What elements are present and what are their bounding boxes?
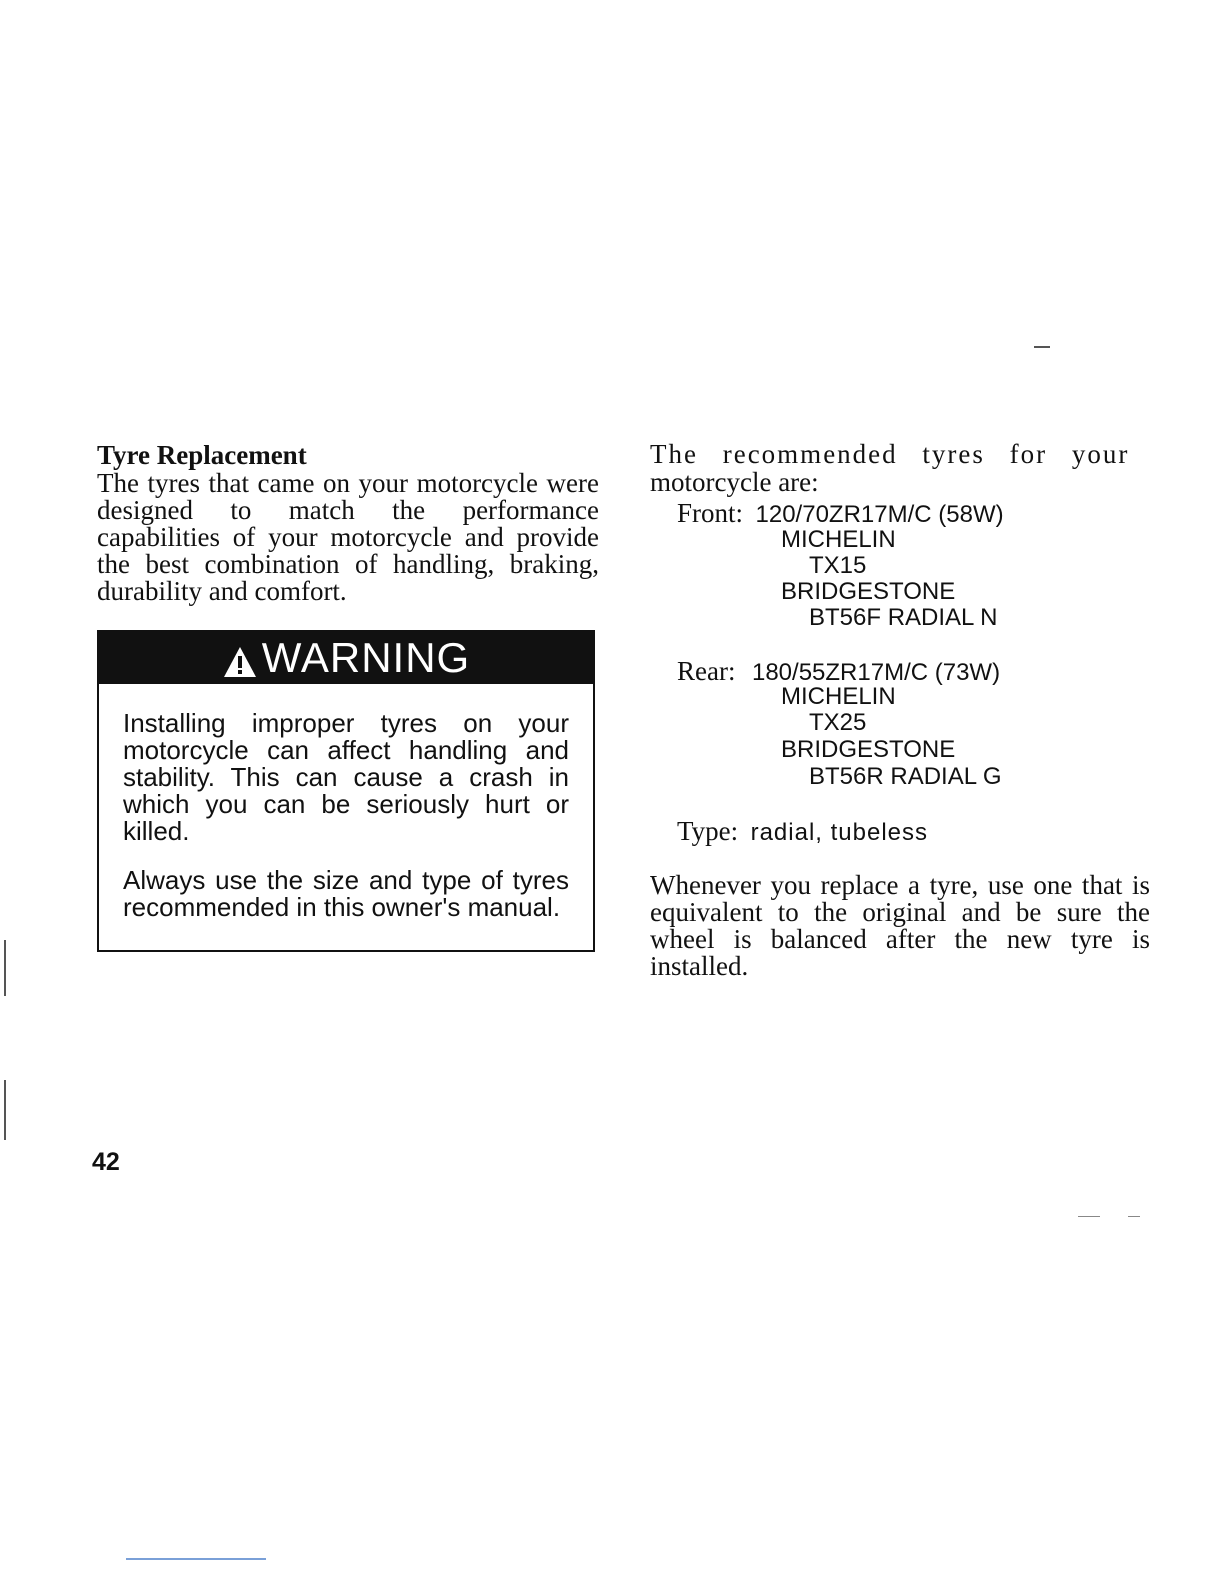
scan-mark [4, 1080, 6, 1140]
front-size: 120/70ZR17M/C (58W) [755, 501, 1004, 528]
rear-model-1: TX25 [809, 709, 867, 736]
scan-mark [1034, 346, 1050, 348]
warning-text-2: Always use the size and type of tyres recommended in this owner's manual. [123, 865, 569, 922]
scan-mark [1078, 1216, 1100, 1217]
scan-mark [1128, 1216, 1140, 1217]
section-heading: Tyre Replacement [97, 440, 307, 470]
recommended-intro [650, 440, 1150, 496]
rear-brand-2: BRIDGESTONE [781, 736, 956, 763]
left-column [97, 440, 599, 605]
front-brand-2: BRIDGESTONE [781, 578, 956, 605]
page-number: 42 [92, 1148, 120, 1176]
front-row [677, 500, 1004, 528]
warning-triangle-icon [222, 641, 258, 675]
rear-label: Rear: [677, 656, 736, 686]
recommended-intro-line-1: The recommended tyres for your [650, 439, 1130, 469]
intro-paragraph: The tyres that came on your motorcycle were designed to match the performance capabilities of your motorcycle and provide the best combination of handling, braking, durability and comfort. [97, 468, 599, 606]
warning-header [99, 632, 593, 684]
front-brand-1: MICHELIN [781, 526, 896, 553]
type-row [677, 818, 928, 846]
closing-paragraph: Whenever you replace a tyre, use one that is equivalent to the original and be sure the wheel is balanced after the new tyre is installed. [650, 870, 1150, 981]
rear-model-2: BT56R RADIAL G [809, 763, 1002, 790]
right-column [650, 440, 1150, 496]
type-value: radial, tubeless [750, 819, 929, 846]
warning-title: WARNING [261, 634, 471, 681]
warning-body [99, 684, 593, 921]
rear-brand-1: MICHELIN [781, 683, 896, 710]
type-label: Type: [677, 816, 739, 846]
scan-mark [126, 1558, 266, 1560]
recommended-intro-line-2: motorcycle are: [650, 467, 819, 497]
front-label: Front: [677, 498, 744, 528]
front-model-1: TX15 [809, 552, 867, 579]
scan-mark [4, 940, 6, 996]
warning-box [97, 630, 595, 952]
warning-text-1: Installing improper tyres on your motorcycle can affect handling and stability. This can cause a crash in which you can be seriously hurt or killed. [123, 708, 569, 846]
rear-size: 180/55ZR17M/C (73W) [751, 659, 1001, 686]
rear-row [677, 658, 1000, 686]
front-model-2: BT56F RADIAL N [809, 604, 998, 631]
